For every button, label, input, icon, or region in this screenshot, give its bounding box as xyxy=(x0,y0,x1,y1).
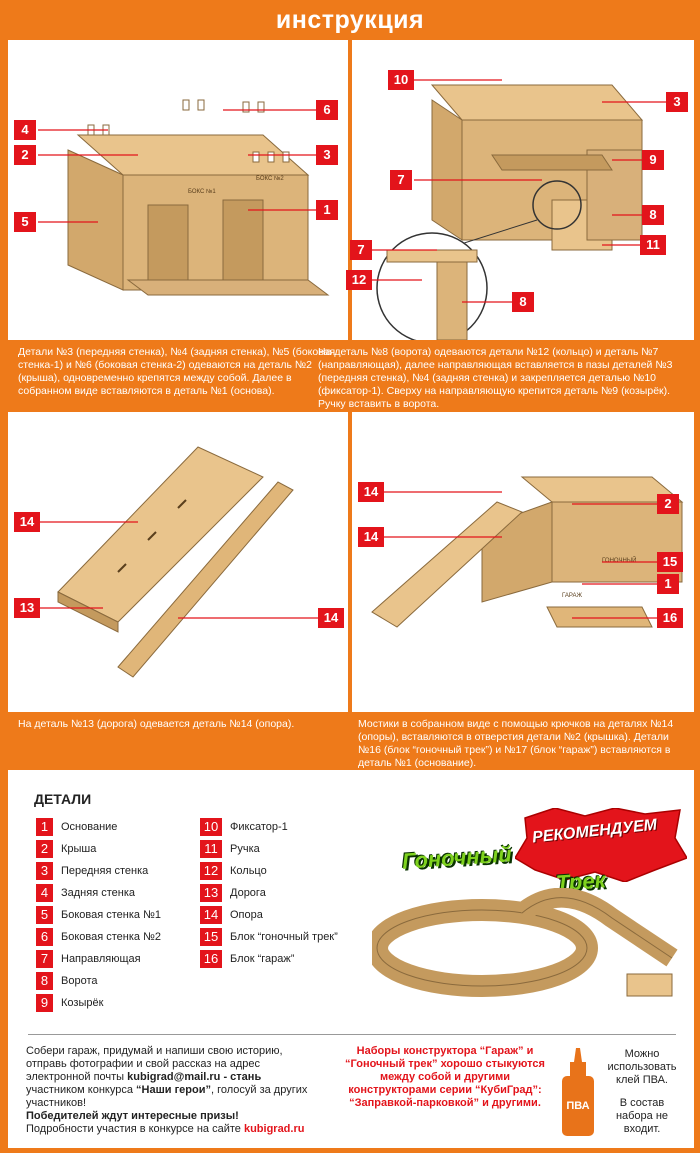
part-name: Боковая стенка №1 xyxy=(61,909,161,921)
part-item xyxy=(36,840,96,858)
part-number: 12 xyxy=(200,862,222,880)
part-number: 11 xyxy=(200,840,222,858)
part-item xyxy=(36,928,161,946)
callout-8: 8 xyxy=(642,205,664,225)
part-name: Передняя стенка xyxy=(61,865,149,877)
callout-1: 1 xyxy=(316,200,338,220)
part-item xyxy=(36,818,117,836)
contest-details: Подробности участия в конкурсе на сайте kubigrad.ru xyxy=(26,1123,305,1135)
callout-16: 16 xyxy=(657,608,683,628)
part-number: 5 xyxy=(36,906,53,924)
callout-10: 10 xyxy=(388,70,414,90)
part-name: Кольцо xyxy=(230,865,267,877)
step-1-panel xyxy=(8,40,348,340)
part-item xyxy=(200,818,288,836)
part-item xyxy=(36,950,141,968)
step-3-panel xyxy=(8,412,348,712)
callout-14: 14 xyxy=(14,512,40,532)
step-3-caption: На деталь №13 (дорога) одевается деталь №14 (опора). xyxy=(18,718,295,730)
part-name: Козырёк xyxy=(61,997,104,1009)
contest-email[interactable]: kubigrad@mail.ru xyxy=(127,1071,221,1083)
callout-14b: 14 xyxy=(318,608,344,628)
part-number: 1 xyxy=(36,818,53,836)
part-name: Задняя стенка xyxy=(61,887,136,899)
callout-2: 2 xyxy=(14,145,36,165)
part-number: 14 xyxy=(200,906,222,924)
callout-5: 5 xyxy=(14,212,36,232)
callout-9: 9 xyxy=(642,150,664,170)
part-item xyxy=(200,862,267,880)
part-number: 15 xyxy=(200,928,222,946)
part-item xyxy=(36,906,161,924)
callout-6: 6 xyxy=(316,100,338,120)
part-name: Фиксатор-1 xyxy=(230,821,288,833)
contest-line-2: отправь фотографии и свой рассказ на адрес xyxy=(26,1058,260,1070)
recommend-badge-text: РЕКОМЕНДУЕМ xyxy=(531,816,658,847)
promo-title-line1: Гоночный xyxy=(401,841,513,874)
contest-site-link[interactable]: kubigrad.ru xyxy=(243,1123,305,1135)
part-item xyxy=(36,862,148,880)
part-name: Блок “гараж” xyxy=(230,953,295,965)
part-number: 9 xyxy=(36,994,53,1012)
garage-frame-illustration xyxy=(8,40,348,340)
step-2-caption: На деталь №8 (ворота) одеваются детали №12 (кольцо) и деталь №7 (направляющая), далее направляющая вставляется в пазы деталей №3 (передняя стенка), №4 (задняя стенка) и закрепляется деталью №10 (фиксатор-1). Сверху на направляющую крепится деталь №9 (козырёк). Ручку вставить в ворота. xyxy=(318,346,673,410)
page-title: инструкция xyxy=(275,6,425,34)
part-number: 2 xyxy=(36,840,53,858)
part-name: Направляющая xyxy=(61,953,141,965)
part-item xyxy=(200,950,294,968)
callout-7: 7 xyxy=(390,170,412,190)
part-number: 8 xyxy=(36,972,53,990)
glue-note-2: В состав набора не входит. xyxy=(615,1097,669,1135)
part-number: 10 xyxy=(200,818,222,836)
race-track-illustration xyxy=(372,888,682,1014)
garage-label: ГАРАЖ xyxy=(562,593,582,599)
glue-note-1: Можно использовать клей ПВА. xyxy=(607,1048,677,1086)
callout-7b: 7 xyxy=(350,240,372,260)
bottom-divider xyxy=(28,1034,676,1035)
callout-14c: 14 xyxy=(358,482,384,502)
part-name: Ворота xyxy=(61,975,98,987)
track-label: ГОНОЧНЫЙ xyxy=(602,558,637,564)
part-name: Основание xyxy=(61,821,118,833)
step-4-panel xyxy=(352,412,694,712)
contest-prizes: Победителей ждут интересные призы! xyxy=(26,1110,239,1122)
callout-3: 3 xyxy=(316,145,338,165)
callout-8b: 8 xyxy=(512,292,534,312)
contest-line-4: участником конкурса “Наши герои”, голосуй за других xyxy=(26,1084,308,1096)
box1-label: БОКС №1 xyxy=(188,189,216,195)
part-name: Дорога xyxy=(230,887,266,899)
contest-line-3: электронной почты kubigrad@mail.ru - стань xyxy=(26,1071,262,1083)
part-name: Крыша xyxy=(61,843,97,855)
callout-2b: 2 xyxy=(657,494,679,514)
part-name: Блок “гоночный трек” xyxy=(230,931,338,943)
road-ramp-illustration xyxy=(8,412,348,712)
part-number: 13 xyxy=(200,884,222,902)
part-number: 4 xyxy=(36,884,53,902)
promo-title-line2: Трек xyxy=(555,867,607,896)
step-2-panel xyxy=(352,40,694,340)
callout-4: 4 xyxy=(14,120,36,140)
part-name: Опора xyxy=(230,909,263,921)
part-number: 16 xyxy=(200,950,222,968)
callout-11: 11 xyxy=(640,235,666,255)
glue-bottle-icon xyxy=(560,1048,596,1138)
part-number: 6 xyxy=(36,928,53,946)
part-item xyxy=(200,906,263,924)
glue-bottle-label: ПВА xyxy=(566,1100,590,1112)
part-item xyxy=(200,884,266,902)
callout-15: 15 xyxy=(657,552,683,572)
contest-info xyxy=(26,1045,326,1136)
part-item xyxy=(200,840,260,858)
part-item xyxy=(36,994,103,1012)
contest-line-1: Собери гараж, придумай и напиши свою историю, xyxy=(26,1045,283,1057)
final-assembly-illustration xyxy=(352,412,694,712)
contest-line-5: участников! xyxy=(26,1097,87,1109)
callout-13: 13 xyxy=(14,598,40,618)
callout-12: 12 xyxy=(346,270,372,290)
part-item xyxy=(36,884,135,902)
part-name: Боковая стенка №2 xyxy=(61,931,161,943)
part-item xyxy=(200,928,338,946)
part-item xyxy=(36,972,97,990)
callout-1b: 1 xyxy=(657,574,679,594)
part-number: 3 xyxy=(36,862,53,880)
part-name: Ручка xyxy=(230,843,260,855)
callout-3b: 3 xyxy=(666,92,688,112)
contest-name: “Наши герои” xyxy=(136,1084,211,1096)
callout-14d: 14 xyxy=(358,527,384,547)
compatibility-note: Наборы конструктора “Гараж” и “Гоночный трек” хорошо стыкуются между собой и другими конструкторами серии “КубиГрад”: “Заправкой-парковкой” и другими. xyxy=(345,1045,545,1109)
step-4-caption: Мостики в собранном виде с помощью крючков на деталях №14 (опоры), вставляются в отверстия детали №2 (крышка). Детали №16 (блок “гоночный трек”) и №17 (блок “гараж”) вставляются в деталь №1 (основание). xyxy=(358,718,674,769)
step-1-caption: Детали №3 (передняя стенка), №4 (задняя стенка), №5 (боковая стенка-1) и №6 (боковая стенка-2) одеваются на деталь №2 (крыша), одновременно крепятся между собой. Далее в собранном виде вставляются в деталь №1 (основа). xyxy=(18,346,336,397)
box2-label: БОКС №2 xyxy=(256,176,284,182)
part-number: 7 xyxy=(36,950,53,968)
details-title: ДЕТАЛИ xyxy=(34,791,92,807)
